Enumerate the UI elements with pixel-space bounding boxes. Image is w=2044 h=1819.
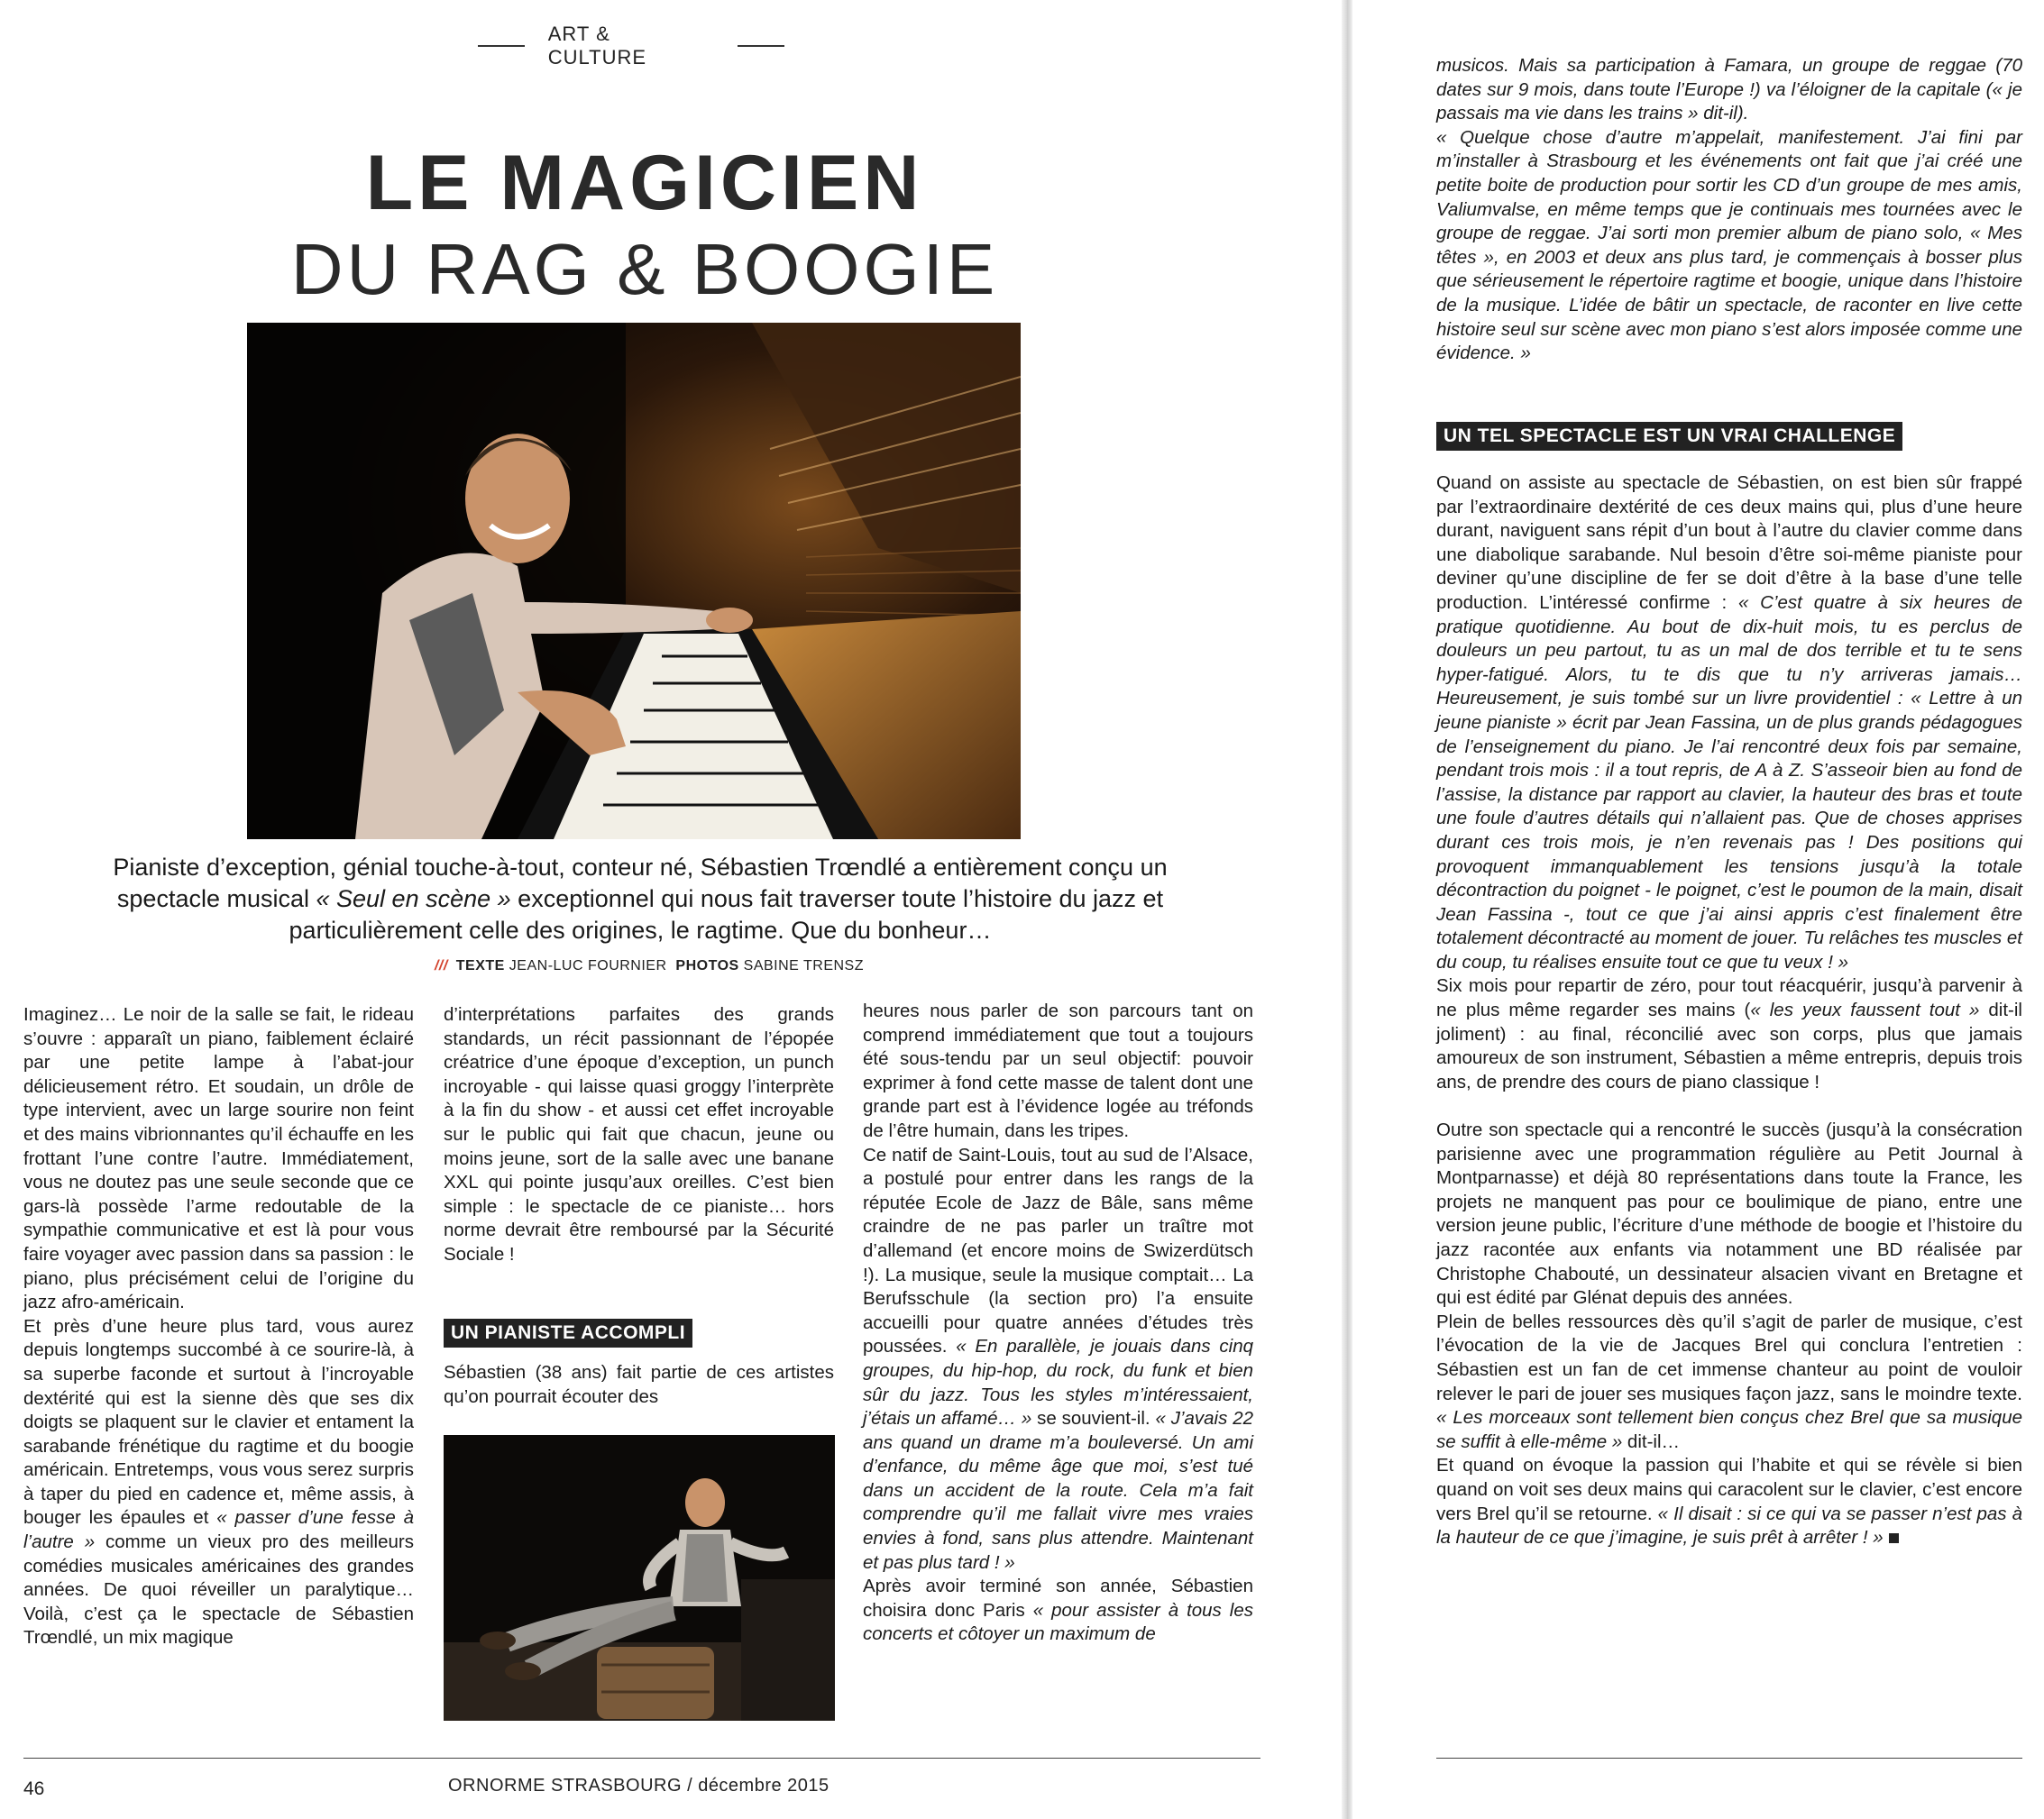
right-paragraph-2: « Quelque chose d’autre m’appelait, manifestement. J’ai fini par m’installer à Strasbourg et les événements ont fait que j’ai créé une petite boite de production pour sortir les CD d’un groupe de mes amis, Valiumvalse, en même temps que je continuais mes tournées avec le groupe de reggae. J’ai sorti mon premier album de piano solo, « Mes têtes », en 2003 et deux ans plus tard, je commençais à bosser plus que sérieusement le répertoire ragtime et boogie, unique dans l’histoire de la musique. L’idée de bâtir un spectacle, de raconter en live cette histoire seul sur scène avec mon piano s’est alors imposée comme une évidence. »	[1436, 126, 2022, 364]
article-title-line2: DU RAG & BOOGIE	[290, 229, 999, 309]
end-mark	[1889, 1533, 1899, 1543]
right-paragraph-1: musicos. Mais sa participation à Famara, un groupe de reggae (70 dates sur 9 mois, dans toute l’Europe !) va l’éloigner de la capitale (« je passais ma vie dans les trains » dit-il).	[1436, 55, 2022, 124]
col3-p2-text-a: Ce natif de Saint-Louis, tout au sud de l’Alsace, a postulé pour entrer dans les rangs de la réputée Ecole de Jazz de Bâle, sans même craindre de ne pas parler un traître mot d’allemand (et encore moins de Swizerdütsch !). La musique, seule la musique comptait… La Berufsschule (la section pro) l’a ensuite accueilli pour quatre années d’études très poussées.	[863, 1144, 1253, 1357]
right-p4-quote: « les yeux faussent tout »	[1750, 1000, 1980, 1021]
section-heading-challenge: UN TEL SPECTACLE EST UN VRAI CHALLENGE	[1436, 422, 1902, 451]
article-title-line1: LE MAGICIEN	[365, 140, 924, 226]
body-column-2-bottom	[444, 1361, 834, 1409]
right-p6-text-a: Plein de belles ressources dès qu’il s’agit de parler de musique, c’est l’évocation de la vie de Jacques Brel qui conclura l’entretien : Sébastien est un fan de cet immense chanteur au point de vouloir relever le pari de jouer ses musiques façon jazz, sans le moindre texte.	[1436, 1311, 2022, 1404]
col3-paragraph-1: heures nous parler de son parcours tant on comprend immédiatement que tout a toujours été sous-tendu par un seul objectif: pouvoir exprimer à fond cette masse de talent dont une grande part est à l’évidence logée au tréfonds de l’être humain, dans les tripes.	[863, 1001, 1253, 1141]
credits-photos-label: PHOTOS	[675, 958, 739, 973]
footer-rule-right	[1436, 1758, 2022, 1759]
col3-p3-text: Après avoir terminé son année, Sébastien choisira donc Paris	[863, 1576, 1253, 1621]
body-column-2-top	[444, 1003, 834, 1267]
col3-p2-quote-2: « J’avais 22 ans quand un drame m’a bouleversé. Un ami d’enfance, du même âge que moi, s’est tué dans un accident de la route. Cela m’a fait comprendre qu’il me fallait vivre mes vraies envies à fond, sans plus attendre. Maintenant et pas plus tard ! »	[863, 1408, 1253, 1573]
stage-photo-illustration	[444, 1435, 835, 1721]
right-paragraph-3	[1436, 471, 2022, 974]
rubric-rule-left	[478, 45, 525, 47]
right-page	[1352, 0, 2044, 1819]
body-column-3	[863, 1000, 1253, 1647]
credits-slashes: ///	[434, 958, 448, 973]
page-gutter	[1342, 0, 1352, 1819]
hero-photo-illustration	[247, 323, 1021, 839]
col3-paragraph-2	[863, 1144, 1253, 1576]
right-p7-quote: « Il disait : si ce qui va se passer n’est pas à la hauteur de ce que j’imagine, je suis prêt à arrêter ! »	[1436, 1503, 2023, 1549]
col3-p2-quote-1: « En parallèle, je jouais dans cinq groupes, du hip-hop, du rock, du funk et bien sûr du jazz. Tous les styles m’intéressaient, j’étais un affamé… »	[863, 1336, 1253, 1430]
paragraph-spacer	[1436, 1094, 2022, 1119]
right-paragraph-7	[1436, 1454, 2022, 1549]
footer-rule-left	[23, 1758, 1260, 1759]
col1-p2-text-b: comme un vieux pro des meilleurs comédies musicales américaines des grandes années. De quoi réveiller un paralytique… Voilà, c’est ça le spectacle de Sébastien Trœndlé, un mix magique	[23, 1531, 414, 1649]
col1-paragraph-2	[23, 1315, 414, 1650]
credits-text-label: TEXTE	[455, 958, 505, 973]
right-column-main	[1436, 471, 2022, 1550]
right-paragraph-4	[1436, 974, 2022, 1094]
right-p4-text-a: Six mois pour repartir de zéro, pour tout réacquérir, jusqu’à parvenir à ne plus même regarder ses mains (	[1436, 975, 2022, 1021]
magazine-footer: ORNORME STRASBOURG / décembre 2015	[448, 1776, 830, 1796]
body-column-1	[23, 1003, 414, 1650]
col3-p3-quote: « pour assister à tous les concerts et côtoyer un maximum de	[863, 1599, 1253, 1645]
article-credits	[343, 958, 956, 974]
col2-paragraph-1: d’interprétations parfaites des grands standards, un récit passionnant de l’épopée créatrice d’une époque d’exception, un punch incroyable - qui laisse quasi groggy l’interprète à la fin du show - et aussi cet effet incroyable sur le public qui fait que chacun, jeune ou moins jeune, sort de la salle avec une banane XXL qui pointe jusqu’aux oreilles. C’est bien simple : le spectacle de ce pianiste… hors norme devrait être remboursé par la Sécurité Sociale !	[444, 1004, 834, 1265]
right-paragraph-5: Outre son spectacle qui a rencontré le succès (jusqu’à la consécration parisienne avec une programmation régulière au Petit Journal à Montparnasse) et déjà 80 représentations dans toute la France, les projets ne manquent pas pour ce boulimique de piano, entre une version jeune public, l’écriture d’une méthode de boogie et l’histoire du jazz racontée aux enfants via notamment une BD réalisée par Christophe Chabouté, un dessinateur alsacien vivant en Bretagne et qui est édité par Glénat depuis des années.	[1436, 1120, 2022, 1309]
section-rubric	[478, 23, 784, 69]
credits-photographer: SABINE TRENSZ	[743, 958, 864, 973]
right-p6-text-b: dit-il…	[1622, 1431, 1681, 1452]
right-p3-text: Quand on assiste au spectacle de Sébastien, on est bien sûr frappé par l’extraordinaire dextérité de ces deux mains qui, plus d’une heure durant, naviguent sans répit d’un bout à l’autre du clavier comme dans une diabolique sarabande. Nul besoin d’être soi-même pianiste pour deviner qu’une discipline de fer se doit d’être à la base d’une telle production. L’intéressé confirme :	[1436, 472, 2022, 613]
col1-paragraph-1: Imaginez… Le noir de la salle se fait, le rideau s’ouvre : apparaît un piano, faiblement éclairé par une petite lampe à l’abat-jour délicieusement rétro. Et soudain, un drôle de type intervient, avec un large sourire non feint et des mains vibrionnantes qu’il échauffe en les frottant l’une contre l’autre. Immédiatement, vous ne doutez pas une seule seconde que ce gars-là possède l’arme redoutable de la sympathie communicative et est là pour vous faire voyager avec passion dans sa passion : le piano, plus précisément celui de l’origine du jazz afro-américain.	[23, 1004, 414, 1313]
right-p6-quote: « Les morceaux sont tellement bien conçus chez Brel que sa musique se suffit à elle-même »	[1436, 1407, 2022, 1452]
right-p4-text-b: dit-il joliment) : au final, réconcilié avec son corps, plus que jamais amoureux de son instrument, Sébastien a même entrepris, depuis trois ans, de prendre des cours de piano classique !	[1436, 1000, 2022, 1092]
col1-p2-quote: « passer d’une fesse à l’autre »	[23, 1507, 414, 1553]
rubric-rule-right	[738, 45, 784, 47]
right-p3-quote: « C’est quatre à six heures de pratique quotidienne. Au bout de dix-huit mois, tu es perclus de douleurs un peu partout, tu as un mal de dos terrible et tu te sens hyper-fatigué. Alors, tu te dis que tu n’y arriveras jamais… Heureusement, je suis tombé sur un livre providentiel : « Lettre à un jeune pianiste » écrit par Jean Fassina, un de plus grands pédagogues de l’enseignement du piano. Je l’ai rencontré deux fois par semaine, pendant trois mois : il a tout repris, de A à Z. S’asseoir bien au fond de l’assise, la distance par rapport au clavier, la hauteur des bras et toute une foule d’autres détails qui n’allaient pas. Que de choses apprises durant ces trois mois, je n’en revenais pas ! Des positions qui provoquent immanquablement les tensions jusqu’à la totale décontraction du poignet - le poignet, c’est le poumon de la main, disait Jean Fassina -, tout ce que j’ai ainsi appris c’est finalement être totalement décontracté au moment de jouer. Tu relâches tes muscles et du coup, tu réalises ensuite tout ce que tu veux ! »	[1436, 591, 2022, 973]
right-p7-text: Et quand on évoque la passion qui l’habite et qui se révèle si bien quand on voit ses deux mains qui caracolent sur le clavier, c’est encore vers Brel qu’il se retourne.	[1436, 1455, 2022, 1524]
rubric-label: ART & CULTURE	[547, 23, 647, 69]
page-number: 46	[23, 1778, 45, 1799]
article-standfirst	[99, 852, 1181, 946]
col1-p2-text-a: Et près d’une heure plus tard, vous aurez depuis longtemps succombé à ce sourire-là, à sa superbe faconde et surtout à l’incroyable dextérité qui est la sienne dès que ses dix doigts se plaquent sur le clavier et entament la sarabande frénétique du ragtime et du boogie américain. Entretemps, vous vous serez surpris à taper du pied en cadence et, même assis, à bouger les épaules et	[23, 1315, 414, 1529]
col3-p2-text-b: se souvient-il.	[1031, 1408, 1156, 1430]
right-paragraph-6	[1436, 1311, 2022, 1455]
col2-paragraph-2: Sébastien (38 ans) fait partie de ces artistes qu’on pourrait écouter des	[444, 1362, 834, 1407]
stage-photo-seated	[444, 1435, 835, 1721]
hero-photo-pianist	[247, 323, 1021, 839]
standfirst-quote: « Seul en scène »	[316, 885, 511, 912]
right-column-top	[1436, 54, 2022, 366]
section-heading-pianiste: UN PIANISTE ACCOMPLI	[444, 1319, 692, 1348]
standfirst-text-2: exceptionnel qui nous fait traverser toute l’histoire du jazz et particulièrement celle des origines, le ragtime. Que du bonheur…	[289, 885, 1164, 944]
col3-paragraph-3	[863, 1575, 1253, 1647]
standfirst-text-1: Pianiste d’exception, génial touche-à-tout, conteur né, Sébastien Trœndlé a entièrement conçu un spectacle musical	[113, 854, 1168, 912]
credits-author: JEAN-LUC FOURNIER	[509, 958, 667, 973]
